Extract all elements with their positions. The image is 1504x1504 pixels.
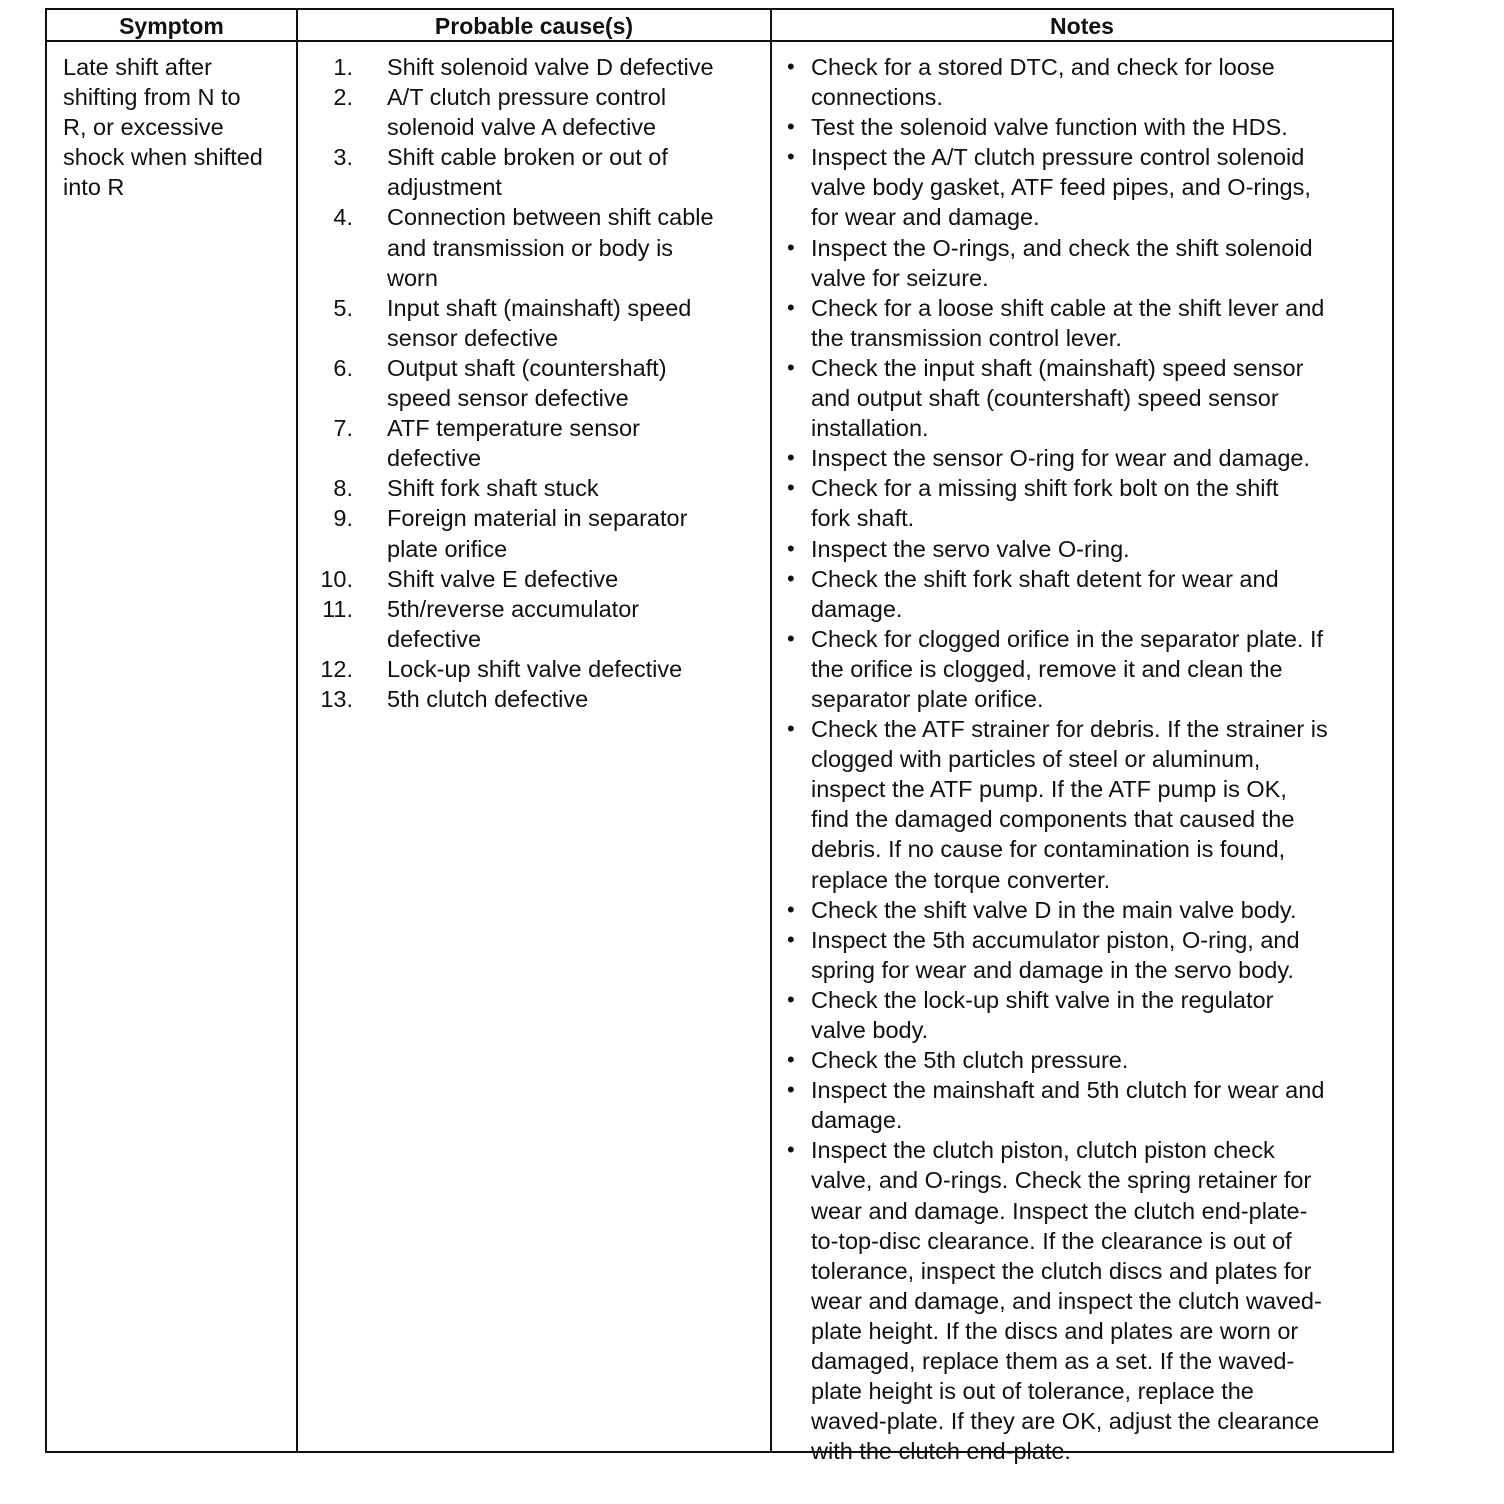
cause-text-line: sensor defective [387, 324, 559, 351]
probable-causes-list [309, 52, 764, 714]
note-text-line: Check the lock-up shift valve in the regulator [811, 986, 1274, 1013]
cause-number: 11. [322, 595, 353, 622]
cause-number: 10. [320, 565, 353, 592]
cause-item [309, 473, 764, 503]
note-text-line: to-top-disc clearance. If the clearance is out of [811, 1227, 1292, 1254]
note-item [785, 233, 1391, 293]
note-text-line: damage. [811, 1107, 903, 1134]
cause-item [309, 413, 764, 473]
note-text-line: Inspect the sensor O-ring for wear and damage. [811, 445, 1310, 472]
header-notes: Notes [1050, 13, 1114, 39]
cause-text-line: Lock-up shift valve defective [387, 655, 683, 682]
cause-number: 12. [320, 655, 353, 682]
cause-text-line: A/T clutch pressure control [387, 84, 667, 111]
note-item [785, 714, 1391, 895]
bullet-icon: • [787, 354, 795, 380]
note-text-line: find the damaged components that caused the [811, 806, 1295, 833]
note-text-line: Check the input shaft (mainshaft) speed sensor [811, 354, 1304, 381]
note-text-line: valve, and O-rings. Check the spring retainer for [811, 1167, 1312, 1194]
note-item [785, 895, 1391, 925]
note-text-line: wear and damage, and inspect the clutch waved- [811, 1287, 1322, 1314]
symptom-line: shifting from N to [63, 84, 241, 111]
cause-text-line: plate orifice [387, 535, 508, 562]
cause-text-line: Output shaft (countershaft) [387, 354, 667, 381]
note-item [785, 52, 1391, 112]
cause-item [309, 52, 764, 82]
cause-text-line: ATF temperature sensor [387, 415, 640, 442]
bullet-icon: • [787, 294, 795, 320]
note-item [785, 1045, 1391, 1075]
symptom-line: shock when shifted [63, 144, 263, 171]
bullet-icon: • [787, 1137, 795, 1163]
note-item [785, 473, 1391, 533]
note-item [785, 1075, 1391, 1135]
cause-number: 2. [333, 84, 353, 111]
cause-item [309, 353, 764, 413]
note-item [785, 142, 1391, 232]
note-text-line: Inspect the mainshaft and 5th clutch for wear and [811, 1077, 1325, 1104]
cause-item [309, 594, 764, 654]
cause-text-line: 5th clutch defective [387, 685, 589, 712]
cause-text-line: Shift cable broken or out of [387, 144, 668, 171]
cause-text-line: defective [387, 445, 482, 472]
note-text-line: Inspect the servo valve O-ring. [811, 535, 1130, 562]
note-text-line: valve for seizure. [811, 264, 989, 291]
note-text-line: installation. [811, 415, 929, 442]
note-text-line: Check for a stored DTC, and check for loose [811, 54, 1275, 80]
symptom-line: Late shift after [63, 54, 212, 80]
cause-number: 5. [333, 294, 353, 321]
cause-number: 1. [333, 54, 353, 80]
bullet-icon: • [787, 445, 795, 471]
note-text-line: the transmission control lever. [811, 324, 1122, 351]
note-text-line: debris. If no cause for contamination is found, [811, 836, 1286, 863]
cause-item [309, 293, 764, 353]
note-text-line: replace the torque converter. [811, 866, 1111, 893]
cause-item [309, 503, 764, 563]
header-symptom: Symptom [119, 13, 224, 39]
cause-item [309, 564, 764, 594]
note-text-line: Check the 5th clutch pressure. [811, 1047, 1129, 1074]
cause-number: 13. [320, 685, 353, 712]
note-item [785, 564, 1391, 624]
cause-text-line: Shift fork shaft stuck [387, 475, 599, 502]
note-text-line: plate height is out of tolerance, replace the [811, 1378, 1254, 1405]
cause-text-line: 5th/reverse accumulator [387, 595, 640, 622]
cause-number: 9. [333, 505, 353, 532]
note-text-line: Check for a loose shift cable at the shift lever and [811, 294, 1325, 321]
cause-text-line: and transmission or body is [387, 234, 674, 261]
notes-list [785, 52, 1391, 1466]
cause-item [309, 654, 764, 684]
bullet-icon: • [787, 565, 795, 591]
note-text-line: inspect the ATF pump. If the ATF pump is OK, [811, 776, 1287, 803]
note-text-line: Inspect the O-rings, and check the shift solenoid [811, 234, 1313, 261]
bullet-icon: • [787, 926, 795, 952]
note-text-line: and output shaft (countershaft) speed sensor [811, 385, 1279, 412]
symptom-cell [63, 52, 295, 202]
cause-item [309, 82, 764, 142]
note-item [785, 985, 1391, 1045]
cause-text-line: Shift solenoid valve D defective [387, 54, 714, 80]
cause-number: 3. [333, 144, 353, 171]
bullet-icon: • [787, 144, 795, 170]
header-divider [47, 40, 1392, 42]
cause-text-line: speed sensor defective [387, 385, 629, 412]
bullet-icon: • [787, 114, 795, 140]
cause-number: 8. [333, 475, 353, 502]
note-text-line: Check for a missing shift fork bolt on the shift [811, 475, 1279, 502]
note-text-line: Check the shift fork shaft detent for wear and [811, 565, 1279, 592]
note-item [785, 624, 1391, 714]
note-text-line: tolerance, inspect the clutch discs and plates for [811, 1257, 1312, 1284]
bullet-icon: • [787, 1047, 795, 1073]
header-probable-causes: Probable cause(s) [434, 13, 634, 39]
cause-text-line: solenoid valve A defective [387, 114, 657, 141]
note-item [785, 443, 1391, 473]
note-text-line: Check for clogged orifice in the separator plate. If [811, 625, 1324, 652]
note-text-line: with the clutch end-plate. [811, 1438, 1071, 1465]
cause-text-line: adjustment [387, 174, 502, 201]
bullet-icon: • [787, 535, 795, 561]
cause-text-line: Input shaft (mainshaft) speed [387, 294, 692, 321]
cause-number: 6. [333, 354, 353, 381]
symptom-line: into R [63, 174, 125, 201]
note-text-line: Inspect the A/T clutch pressure control solenoid [811, 144, 1305, 171]
cause-text-line: defective [387, 625, 482, 652]
bullet-icon: • [787, 896, 795, 922]
note-text-line: plate height. If the discs and plates are worn or [811, 1317, 1299, 1344]
cause-text-line: worn [387, 264, 438, 291]
cause-item [309, 142, 764, 202]
note-text-line: damaged, replace them as a set. If the waved- [811, 1348, 1295, 1375]
bullet-icon: • [787, 625, 795, 651]
note-text-line: waved-plate. If they are OK, adjust the clearance [811, 1408, 1320, 1435]
cause-number: 7. [333, 415, 353, 442]
note-text-line: Inspect the clutch piston, clutch piston check [811, 1137, 1275, 1164]
note-text-line: valve body gasket, ATF feed pipes, and O-rings, [811, 174, 1311, 201]
bullet-icon: • [787, 54, 795, 79]
note-text-line: Check the shift valve D in the main valve body. [811, 896, 1297, 923]
note-item [785, 293, 1391, 353]
bullet-icon: • [787, 475, 795, 501]
note-text-line: clogged with particles of steel or aluminum, [811, 746, 1261, 773]
bullet-icon: • [787, 716, 795, 742]
cause-text-line: Foreign material in separator [387, 505, 688, 532]
bullet-icon: • [787, 1077, 795, 1103]
column-divider [296, 10, 298, 1451]
bullet-icon: • [787, 234, 795, 260]
cause-number: 4. [333, 204, 353, 231]
note-text-line: wear and damage. Inspect the clutch end-plate- [811, 1197, 1308, 1224]
note-text-line: for wear and damage. [811, 204, 1040, 231]
note-item [785, 112, 1391, 142]
note-text-line: connections. [811, 84, 943, 111]
cause-item [309, 202, 764, 292]
note-text-line: separator plate orifice. [811, 685, 1044, 712]
note-text-line: fork shaft. [811, 505, 915, 532]
bullet-icon: • [787, 986, 795, 1012]
note-text-line: Check the ATF strainer for debris. If the strainer is [811, 716, 1328, 743]
note-text-line: spring for wear and damage in the servo body. [811, 956, 1294, 983]
note-item [785, 534, 1391, 564]
troubleshooting-table [45, 8, 1394, 1465]
note-text-line: the orifice is clogged, remove it and clean the [811, 655, 1283, 682]
column-divider [770, 10, 772, 1451]
cause-text-line: Shift valve E defective [387, 565, 619, 592]
note-text-line: damage. [811, 595, 903, 622]
symptom-line: R, or excessive [63, 114, 224, 141]
cause-text-line: Connection between shift cable [387, 204, 714, 231]
note-text-line: Test the solenoid valve function with the HDS. [811, 114, 1288, 141]
note-item [785, 353, 1391, 443]
note-item [785, 1135, 1391, 1466]
note-text-line: valve body. [811, 1017, 929, 1043]
cause-item [309, 684, 764, 714]
note-text-line: Inspect the 5th accumulator piston, O-ring, and [811, 926, 1300, 953]
note-item [785, 925, 1391, 985]
